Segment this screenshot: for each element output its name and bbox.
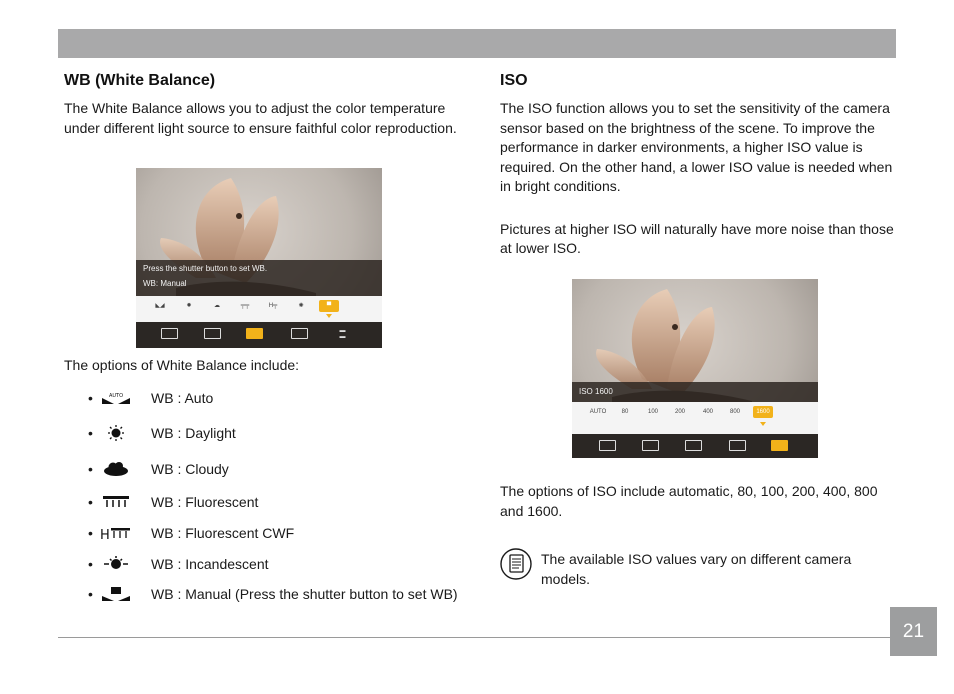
list-item: • H WB : Fluorescent CWF [88,525,295,541]
wb-daylight-icon [100,425,132,441]
wb-cloudy-icon [100,461,132,477]
wb-option-row [136,296,382,322]
wb-incandescent-icon [100,556,132,572]
page-number: 21 [890,607,937,656]
iso-note: The available ISO values vary on different camera models. [541,551,852,587]
iso-title: ISO [500,72,528,89]
camera-menu-bar [572,434,818,458]
wb-camera-screenshot [136,168,382,348]
iso-option-400: 400 [702,409,713,415]
iso-camera-screenshot [572,279,818,458]
wb-fluorescent-icon: ╤╤ [240,303,250,309]
iso-section [500,70,895,259]
header-bar [58,29,896,58]
iso-option-row [572,402,818,434]
list-item: • WB : Cloudy [88,461,229,477]
wb-section [64,70,464,138]
wb-screen-mode: WB: Manual [143,279,187,288]
wb-title: WB (White Balance) [64,72,216,89]
iso-screen-value: ISO 1600 [579,387,613,396]
wb-options-intro: The options of White Balance include: [64,357,300,373]
wb-incandescent-icon: ✺ [298,303,304,309]
footer-rule [58,637,890,638]
iso-option-200: 200 [674,409,685,415]
iso-noise-text: Pictures at higher ISO will naturally have more noise than those at lower ISO. [500,220,894,256]
wb-fluorescent-icon [100,494,132,510]
list-item: • WB : Daylight [88,425,236,441]
wb-manual-icon [100,586,132,602]
wb-fluorescent-cwf-icon: H╤ [268,303,278,309]
svg-text:AUTO: AUTO [108,393,124,399]
iso-intro: The ISO function allows you to set the sensitivity of the camera sensor based on the brightness of the scene. To improve the performance in darker environments, a higher ISO value is required. On the other hand, a lower ISO value is needed when in bright conditions. [500,100,893,194]
wb-auto-icon: ◣◢ [155,303,165,309]
wb-screen-message: Press the shutter button to set WB. [143,264,268,273]
camera-menu-bar: ▬ ▬ [136,322,382,348]
list-item: • WB : Manual (Press the shutter button to set WB) [88,586,458,602]
list-item: • WB : Incandescent [88,556,269,572]
svg-text:H: H [100,528,110,541]
iso-options-text: The options of ISO include automatic, 80, 100, 200, 400, 800 and 1600. [500,483,878,519]
iso-option-80: 80 [621,409,629,415]
note-icon [500,548,532,580]
wb-manual-icon: ▀ [319,300,339,312]
list-item: • AUTO WB : Auto [88,390,214,406]
list-item: • WB : Fluorescent [88,494,259,510]
iso-option-800: 800 [729,409,740,415]
wb-cloudy-icon: ☁ [214,303,220,309]
wb-intro: The White Balance allows you to adjust the color temperature under different light source to ensure faithful color reproduction. [64,100,457,136]
iso-option-100: 100 [647,409,658,415]
iso-option-1600: 1600 [753,406,773,418]
wb-fluorescent-cwf-icon [100,525,132,541]
iso-option-auto: AUTO [589,409,607,415]
wb-auto-icon [100,390,132,406]
wb-daylight-icon: ✹ [186,303,192,309]
